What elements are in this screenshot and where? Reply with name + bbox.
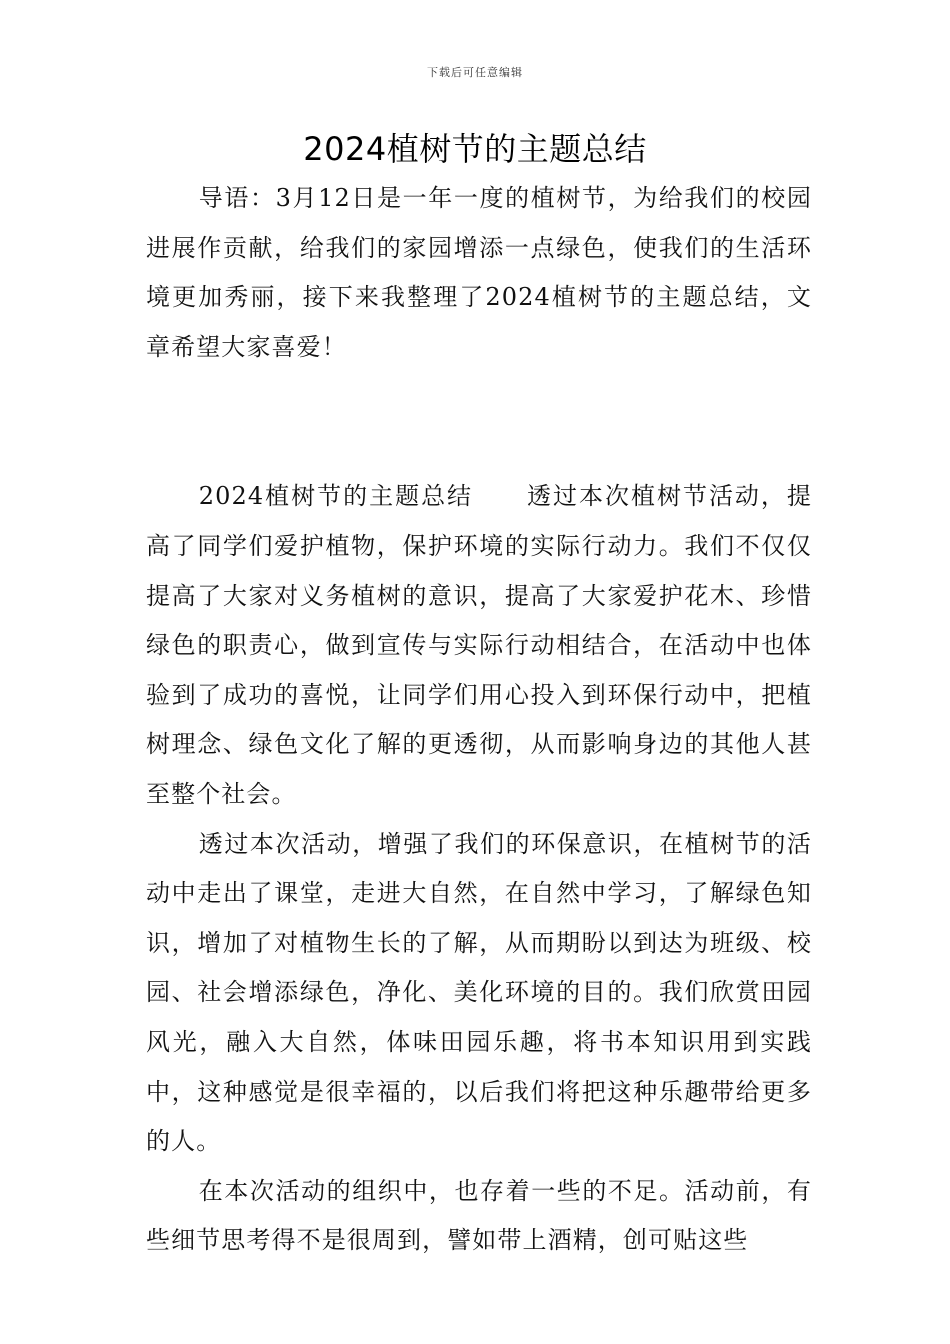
body-paragraph-1-text: 透过本次植树节活动，提高了同学们爱护植物，保护环境的实际行动力。我们不仅仅提高了大家对义务植树的意识，提高了大家爱护花木、珍惜绿色的职责心，做到宣传与实际行动相结合，在活动中也体验到了成功的喜悦，让同学们用心投入到环保行动中，把植树理念、绿色文化了解的更透彻，从而影响身边的其他人甚至整个社会。 bbox=[146, 482, 812, 808]
section-heading: 2024植树节的主题总结 bbox=[198, 482, 474, 511]
body-paragraph-2: 透过本次活动，增强了我们的环保意识，在植树节的活动中走出了课堂，走进大自然，在自然中学习，了解绿色知识，增加了对植物生长的了解，从而期盼以到达为班级、校园、社会增添绿色，净化、美化环境的目的。我们欣赏田园风光，融入大自然，体味田园乐趣，将书本知识用到实践中，这种感觉是很幸福的，以后我们将把这种乐趣带给更多的人。 bbox=[146, 829, 812, 1156]
document-body bbox=[146, 174, 812, 1266]
paragraph-spacer bbox=[146, 372, 812, 472]
header-note: 下载后可任意编辑 bbox=[427, 66, 523, 79]
intro-paragraph: 导语：3月12日是一年一度的植树节，为给我们的校园进展作贡献，给我们的家园增添一点绿色，使我们的生活环境更加秀丽，接下来我整理了2024植树节的主题总结，文章希望大家喜爱！ bbox=[146, 184, 812, 361]
body-paragraph-1 bbox=[146, 472, 812, 819]
body-paragraph-3: 在本次活动的组织中，也存着一些的不足。活动前，有些细节思考得不是很周到，譬如带上酒精，创可贴这些 bbox=[146, 1176, 812, 1255]
document-title: 2024植树节的主题总结 bbox=[303, 130, 647, 168]
